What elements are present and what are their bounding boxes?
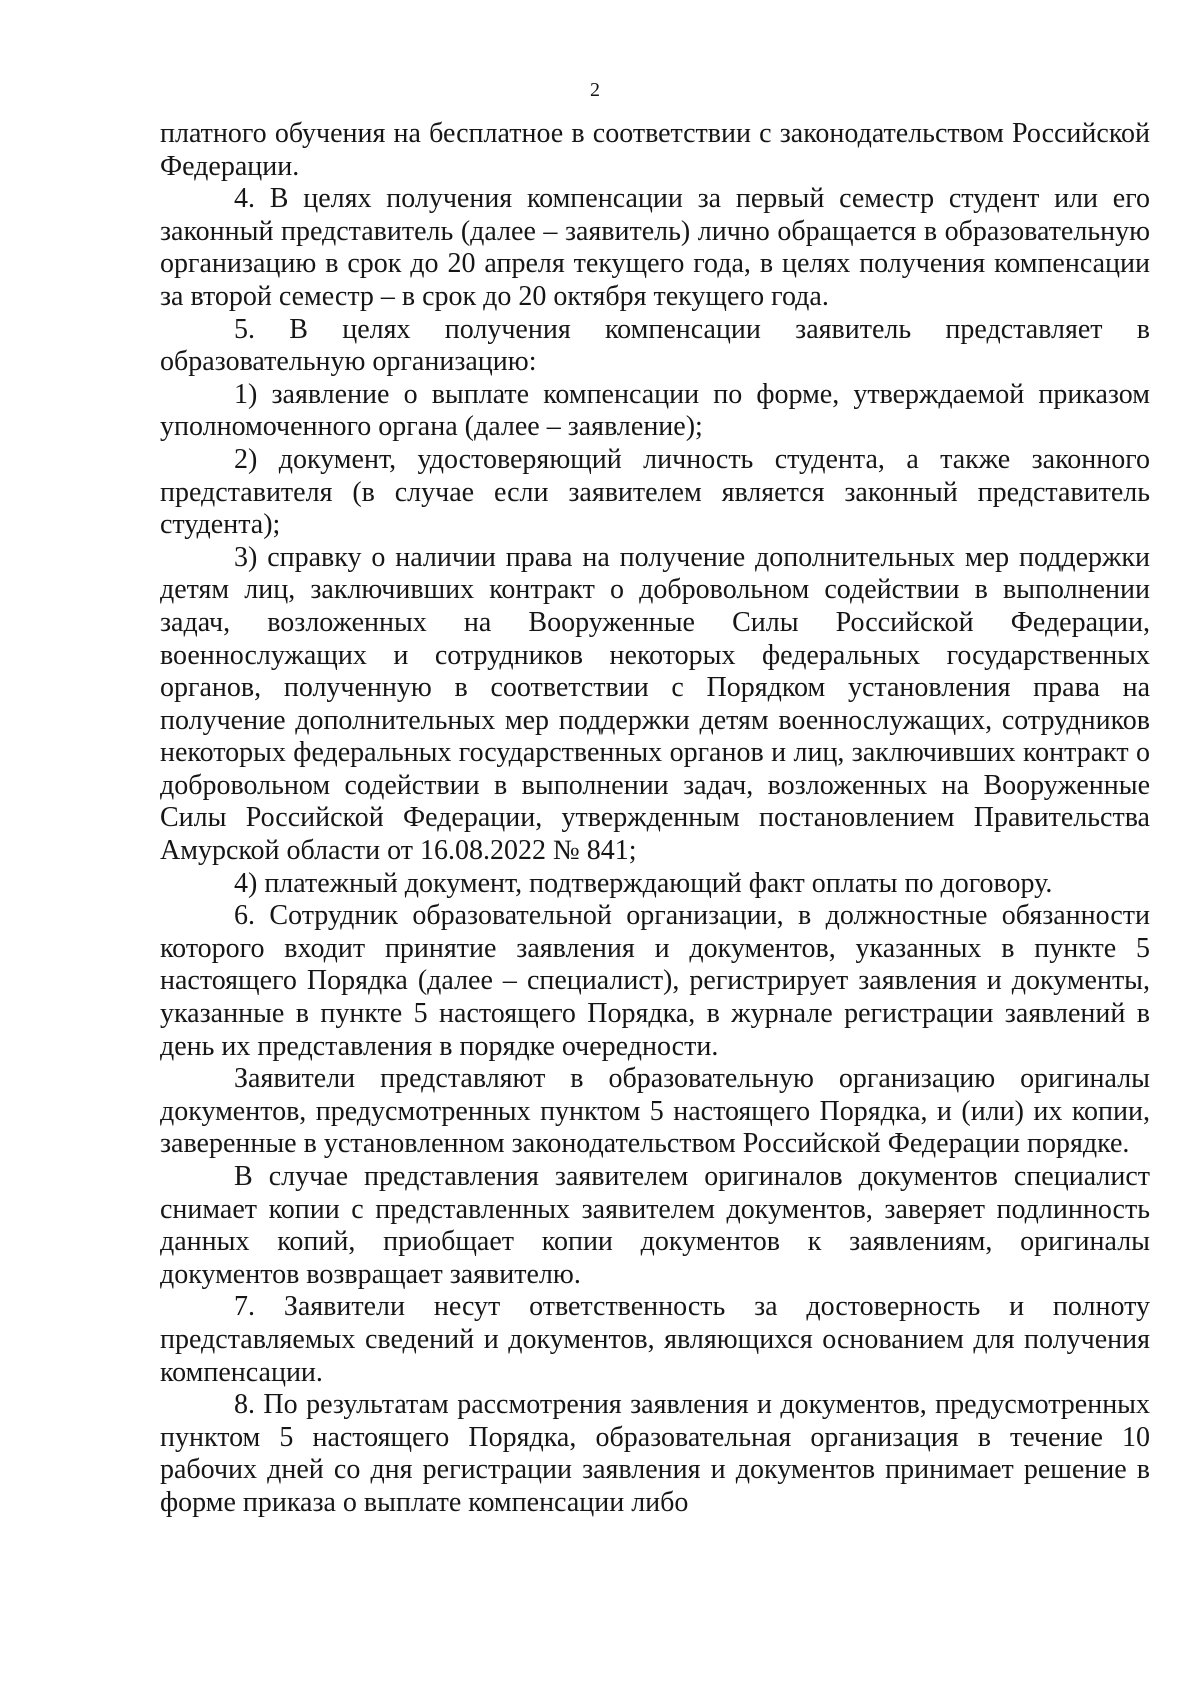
paragraph-item-2: 2) документ, удостоверяющий личность студента, а также законного представителя (в случае если заявителем является законный представитель студента);: [160, 443, 1150, 541]
paragraph-continuation: платного обучения на бесплатное в соответствии с законодательством Российской Федерации.: [160, 118, 1150, 182]
paragraph-item-4: 4) платежный документ, подтверждающий факт оплаты по договору.: [234, 867, 1053, 899]
paragraph-clause-5: 5. В целях получения компенсации заявитель представляет в образовательную организацию:: [160, 313, 1150, 378]
document-body: [160, 118, 1150, 1520]
paragraph-item-3: 3) справку о наличии права на получение дополнительных мер поддержки детям лиц, заключивших контракт о добровольном содействии в выполнении задач, возложенных на Вооруженные Силы Российской Федерации, военнослужащих и сотрудников некоторых федеральных государственных органов, полученную в соответствии с Порядком установления права на получение дополнительных мер поддержки детям военнослужащих, сотрудников некоторых федеральных государственных органов и лиц, заключивших контракт о добровольном содействии в выполнении задач, возложенных на Вооруженные Силы Российской Федерации, утвержденным постановлением Правительства Амурской области от 16.08.2022 № 841;: [160, 541, 1150, 867]
paragraph-clause-6: 6. Сотрудник образовательной организации, в должностные обязанности которого входит принятие заявления и документов, указанных в пункте 5 настоящего Порядка (далее – специалист), регистрирует заявления и документы, указанные в пункте 5 настоящего Порядка, в журнале регистрации заявлений в день их представления в порядке очередности.: [160, 900, 1150, 1062]
paragraph-item-1: 1) заявление о выплате компенсации по форме, утверждаемой приказом уполномоченного органа (далее – заявление);: [160, 378, 1150, 443]
paragraph-clause-4: 4. В целях получения компенсации за первый семестр студент или его законный представитель (далее – заявитель) лично обращается в образовательную организацию в срок до 20 апреля текущего года, в целях получения компенсации за второй семестр – в срок до 20 октября текущего года.: [160, 183, 1150, 312]
page-number: 2: [590, 79, 600, 101]
paragraph-clause-6-copies: В случае представления заявителем оригиналов документов специалист снимает копии с представленных заявителем документов, заверяет подлинность данных копий, приобщает копии документов к заявлениям, оригиналы документов возвращает заявителю.: [160, 1161, 1150, 1290]
paragraph-clause-7: 7. Заявители несут ответственность за достоверность и полноту представляемых сведений и документов, являющихся основанием для получения компенсации.: [160, 1291, 1150, 1388]
paragraph-clause-6-originals: Заявители представляют в образовательную организацию оригиналы документов, предусмотренных пунктом 5 настоящего Порядка, и (или) их копии, заверенные в установленном законодательством Российской Федерации порядке.: [160, 1063, 1150, 1160]
paragraph-clause-8: 8. По результатам рассмотрения заявления и документов, предусмотренных пунктом 5 настоящего Порядка, образовательная организация в течение 10 рабочих дней со дня регистрации заявления и документов принимает решение в форме приказа о выплате компенсации либо: [160, 1389, 1150, 1518]
